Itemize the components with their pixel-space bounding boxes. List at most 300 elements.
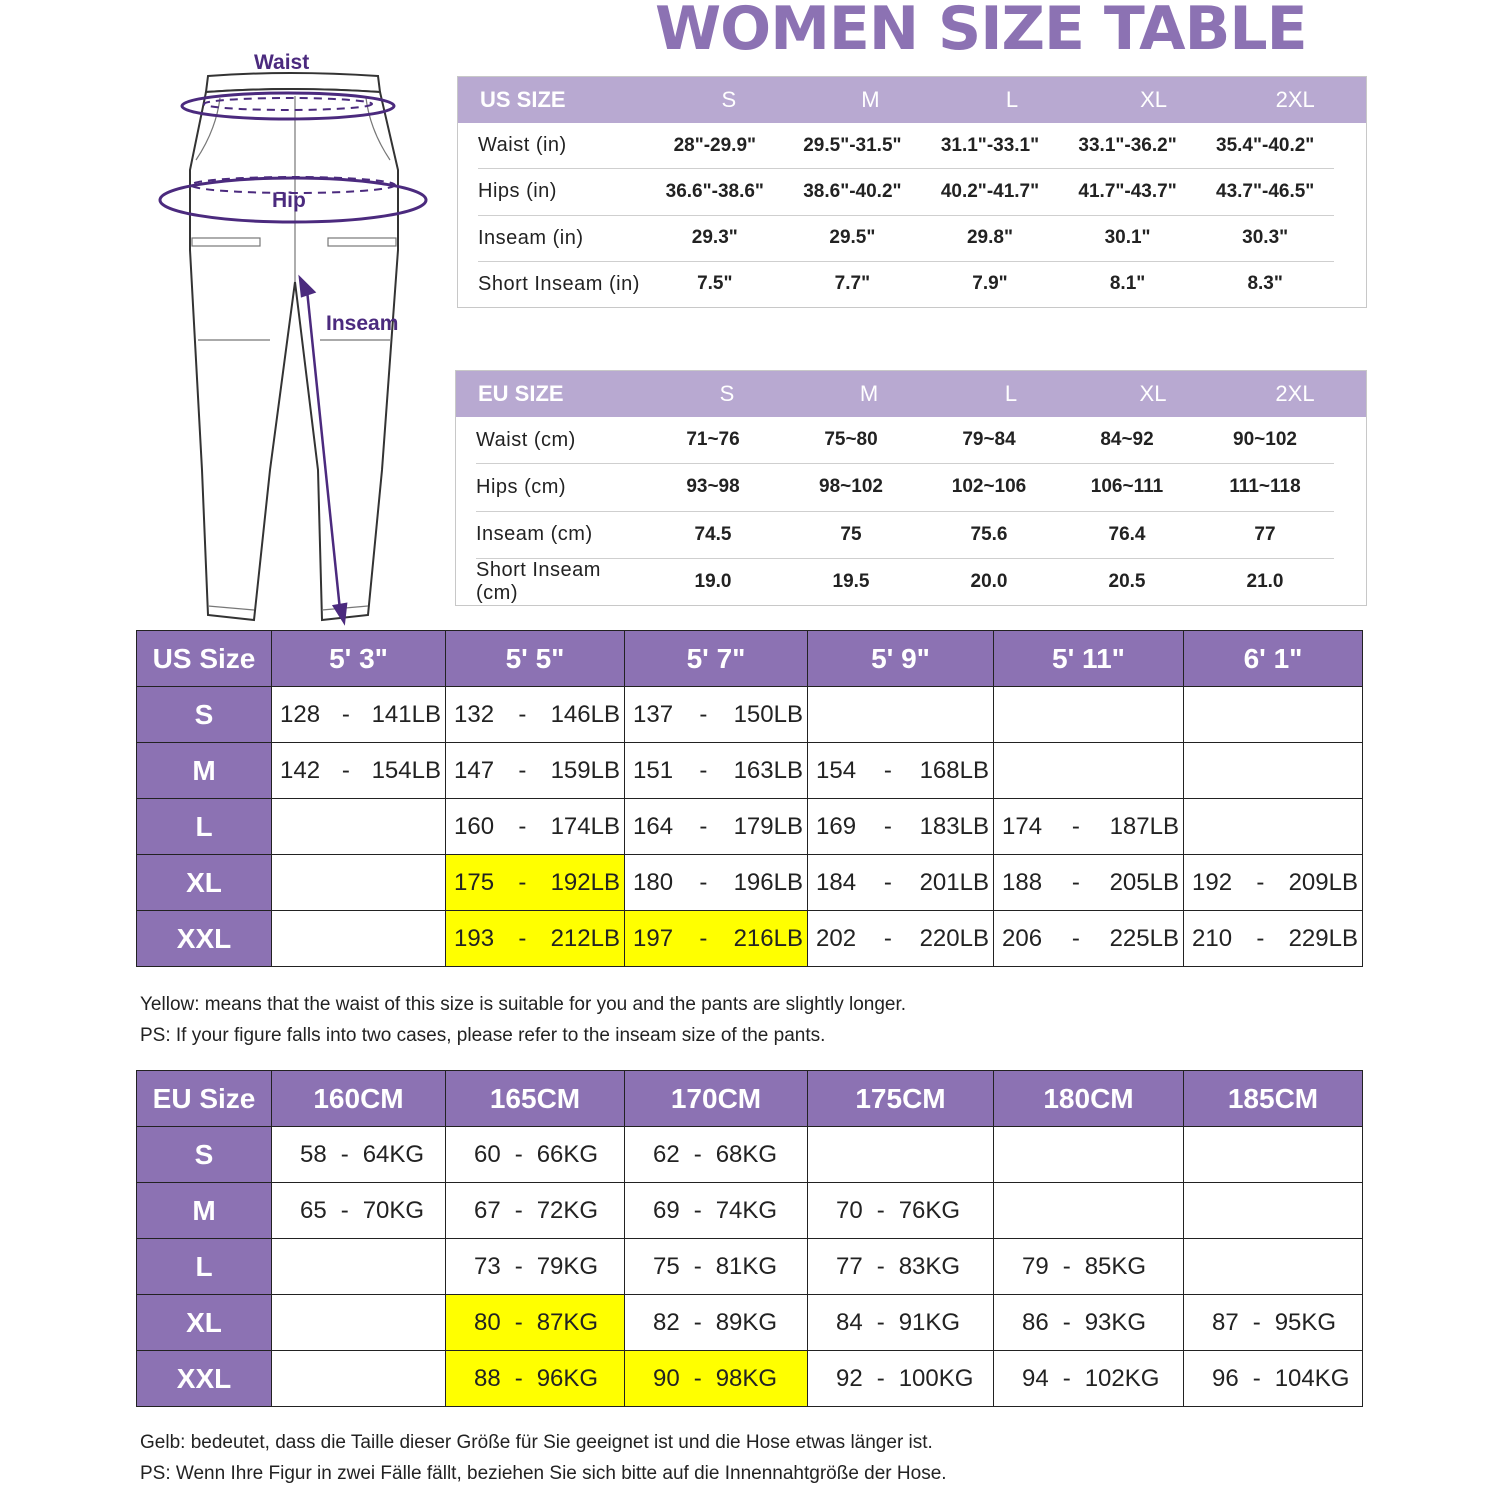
range-dash: - xyxy=(341,700,350,728)
range-max: 95KG xyxy=(1274,1308,1337,1336)
weight-range xyxy=(808,813,993,841)
size-row-header: L xyxy=(137,1239,272,1295)
weight-cell xyxy=(994,855,1184,911)
range-max: 229LB xyxy=(1288,924,1358,952)
measurement-row xyxy=(476,464,1334,511)
range-dash: - xyxy=(1071,812,1080,840)
range-dash: - xyxy=(1252,1308,1261,1336)
range-dash: - xyxy=(883,924,892,952)
us-size-heading: US SIZE xyxy=(480,87,566,112)
measurement-value: 74.5 xyxy=(694,523,732,545)
range-dash: - xyxy=(699,812,708,840)
weight-range xyxy=(446,1309,624,1337)
weight-range xyxy=(446,925,624,953)
size-s: S xyxy=(721,87,737,112)
weight-range xyxy=(994,1309,1183,1337)
weight-cell xyxy=(994,1127,1184,1183)
range-min: 70 xyxy=(836,1196,863,1224)
range-dash: - xyxy=(699,868,708,896)
range-max: 85KG xyxy=(1084,1252,1147,1280)
range-max: 102KG xyxy=(1084,1364,1160,1392)
range-max: 212LB xyxy=(550,924,620,952)
weight-cell xyxy=(625,1351,808,1407)
range-max: 163LB xyxy=(733,756,803,784)
weight-cell xyxy=(625,911,808,967)
eu-measurement-header xyxy=(456,371,1366,417)
height-col: 185CM xyxy=(1184,1071,1363,1127)
weight-cell xyxy=(994,1183,1184,1239)
eu-measurement-table xyxy=(455,370,1367,606)
weight-range xyxy=(1184,1365,1362,1393)
range-dash: - xyxy=(1071,924,1080,952)
measurement-value: 8.1" xyxy=(1109,273,1146,295)
table-row xyxy=(137,1183,1363,1239)
weight-cell xyxy=(808,1239,994,1295)
range-dash: - xyxy=(518,700,527,728)
weight-range xyxy=(808,1309,993,1337)
range-dash: - xyxy=(693,1196,702,1224)
size-row-header: XXL xyxy=(137,1351,272,1407)
weight-range xyxy=(446,701,624,729)
eu-size-heading: EU SIZE xyxy=(478,381,564,406)
range-min: 147 xyxy=(454,756,495,784)
measurement-row xyxy=(478,123,1334,169)
weight-range xyxy=(446,1141,624,1169)
range-max: 104KG xyxy=(1274,1364,1350,1392)
range-dash: - xyxy=(1256,868,1265,896)
weight-range xyxy=(1184,869,1362,897)
size-2xl: 2XL xyxy=(1275,87,1315,112)
range-min: 184 xyxy=(816,868,857,896)
weight-range xyxy=(808,1253,993,1281)
range-min: 73 xyxy=(474,1252,501,1280)
range-min: 94 xyxy=(1022,1364,1049,1392)
weight-range xyxy=(994,925,1183,953)
weight-cell xyxy=(272,1239,446,1295)
height-col: 6' 1" xyxy=(1184,631,1363,687)
range-dash: - xyxy=(514,1308,523,1336)
table-row xyxy=(137,687,1363,743)
measurement-value: 29.5"-31.5" xyxy=(803,134,902,156)
measurement-value: 7.9" xyxy=(972,273,1008,295)
range-max: 192LB xyxy=(550,868,620,896)
range-max: 225LB xyxy=(1109,924,1179,952)
weight-cell xyxy=(808,1295,994,1351)
measurement-row xyxy=(478,169,1334,215)
weight-range xyxy=(808,925,993,953)
range-max: 83KG xyxy=(898,1252,961,1280)
range-min: 151 xyxy=(633,756,674,784)
range-dash: - xyxy=(693,1308,702,1336)
range-min: 206 xyxy=(1002,924,1043,952)
range-dash: - xyxy=(514,1196,523,1224)
measurement-label: Hips (in) xyxy=(478,180,557,203)
weight-cell xyxy=(272,1351,446,1407)
pants-diagram xyxy=(150,50,440,630)
range-max: 64KG xyxy=(362,1140,425,1168)
range-max: 76KG xyxy=(898,1196,961,1224)
range-min: 60 xyxy=(474,1140,501,1168)
eu-size-grid xyxy=(136,1070,1363,1407)
weight-range xyxy=(994,1365,1183,1393)
range-dash: - xyxy=(693,1364,702,1392)
weight-cell xyxy=(808,743,994,799)
range-max: 220LB xyxy=(919,924,989,952)
weight-cell xyxy=(808,855,994,911)
weight-range xyxy=(625,1309,807,1337)
weight-cell xyxy=(1184,1351,1363,1407)
range-dash: - xyxy=(876,1308,885,1336)
size-row-header: XL xyxy=(137,855,272,911)
range-min: 154 xyxy=(816,756,857,784)
size-row-header: S xyxy=(137,1127,272,1183)
weight-range xyxy=(625,757,807,785)
range-min: 142 xyxy=(280,756,321,784)
weight-cell xyxy=(272,687,446,743)
measurement-value: 19.5 xyxy=(832,570,870,592)
size-row-header: XL xyxy=(137,1295,272,1351)
range-max: 89KG xyxy=(715,1308,778,1336)
range-dash: - xyxy=(699,756,708,784)
size-xl: XL xyxy=(1139,381,1167,406)
range-min: 79 xyxy=(1022,1252,1049,1280)
size-row-header: XXL xyxy=(137,911,272,967)
range-min: 80 xyxy=(474,1308,501,1336)
weight-cell xyxy=(1184,1127,1363,1183)
table-row xyxy=(137,1351,1363,1407)
measurement-value: 43.7"-46.5" xyxy=(1216,180,1315,202)
range-min: 82 xyxy=(653,1308,680,1336)
range-dash: - xyxy=(693,1252,702,1280)
range-min: 87 xyxy=(1212,1308,1239,1336)
range-dash: - xyxy=(883,868,892,896)
range-dash: - xyxy=(699,700,708,728)
measurement-label: Short Inseam (cm) xyxy=(476,558,601,604)
weight-cell xyxy=(625,687,808,743)
range-dash: - xyxy=(883,812,892,840)
weight-cell xyxy=(446,1351,625,1407)
measurement-value: 79~84 xyxy=(962,429,1016,451)
weight-cell xyxy=(272,1183,446,1239)
weight-cell xyxy=(272,1295,446,1351)
height-col: 5' 9" xyxy=(808,631,994,687)
range-max: 100KG xyxy=(898,1364,974,1392)
range-max: 96KG xyxy=(536,1364,599,1392)
eu-grid-corner: EU Size xyxy=(137,1071,272,1127)
measurement-value: 20.0 xyxy=(970,570,1008,592)
measurement-row xyxy=(476,512,1334,559)
range-max: 150LB xyxy=(733,700,803,728)
hip-label: Hip xyxy=(272,189,306,212)
measurement-row xyxy=(476,417,1334,464)
range-min: 202 xyxy=(816,924,857,952)
weight-range xyxy=(446,813,624,841)
measurement-value: 30.1" xyxy=(1104,227,1151,249)
weight-cell xyxy=(1184,1239,1363,1295)
range-dash: - xyxy=(693,1140,702,1168)
range-min: 193 xyxy=(454,924,495,952)
measurement-value: 33.1"-36.2" xyxy=(1078,134,1177,156)
weight-cell xyxy=(808,1127,994,1183)
weight-range xyxy=(625,813,807,841)
measurement-value: 76.4 xyxy=(1108,523,1146,545)
range-dash: - xyxy=(876,1364,885,1392)
weight-range xyxy=(446,1197,624,1225)
size-l: L xyxy=(1004,381,1018,406)
weight-cell xyxy=(808,687,994,743)
weight-range xyxy=(808,1365,993,1393)
weight-cell xyxy=(272,911,446,967)
range-max: 91KG xyxy=(898,1308,961,1336)
measurement-value: 35.4"-40.2" xyxy=(1216,134,1315,156)
weight-cell xyxy=(808,799,994,855)
weight-cell xyxy=(625,1295,808,1351)
range-dash: - xyxy=(876,1196,885,1224)
weight-cell xyxy=(994,911,1184,967)
weight-range xyxy=(625,701,807,729)
weight-cell xyxy=(1184,687,1363,743)
measurement-value: 40.2"-41.7" xyxy=(940,180,1040,202)
weight-cell xyxy=(625,855,808,911)
size-m: M xyxy=(861,87,880,112)
waist-label: Waist xyxy=(254,51,310,74)
range-dash: - xyxy=(1062,1252,1071,1280)
measurement-value: 19.0 xyxy=(694,570,732,592)
page-title: WOMEN SIZE TABLE xyxy=(655,0,1307,64)
table-row xyxy=(137,743,1363,799)
weight-range xyxy=(625,1365,807,1393)
weight-range xyxy=(1184,1309,1362,1337)
measurement-value: 29.3" xyxy=(691,227,738,249)
size-row-header: M xyxy=(137,743,272,799)
weight-cell xyxy=(808,911,994,967)
measurement-value: 21.0 xyxy=(1246,570,1284,592)
weight-range xyxy=(272,701,445,729)
range-max: 196LB xyxy=(733,868,803,896)
weight-cell xyxy=(1184,911,1363,967)
range-max: 209LB xyxy=(1288,868,1358,896)
weight-range xyxy=(625,1197,807,1225)
range-min: 132 xyxy=(454,700,495,728)
measurement-value: 71~76 xyxy=(686,429,740,451)
weight-cell xyxy=(272,743,446,799)
range-min: 180 xyxy=(633,868,674,896)
range-max: 98KG xyxy=(715,1364,778,1392)
range-min: 62 xyxy=(653,1140,680,1168)
range-min: 164 xyxy=(633,812,674,840)
measurement-value: 31.1"-33.1" xyxy=(940,134,1040,156)
height-col: 160CM xyxy=(272,1071,446,1127)
measurement-label: Waist (in) xyxy=(478,134,567,157)
us-note-ps: PS: If your figure falls into two cases, please refer to the inseam size of the pants. xyxy=(140,1025,826,1046)
height-col: 170CM xyxy=(625,1071,808,1127)
measurement-value: 84~92 xyxy=(1100,429,1154,451)
range-dash: - xyxy=(518,756,527,784)
table-row xyxy=(137,911,1363,967)
range-min: 86 xyxy=(1022,1308,1049,1336)
weight-range xyxy=(808,1197,993,1225)
measurement-value: 77 xyxy=(1254,523,1276,545)
range-max: 201LB xyxy=(919,868,989,896)
range-min: 65 xyxy=(300,1196,327,1224)
range-max: 72KG xyxy=(536,1196,599,1224)
us-size-grid xyxy=(136,630,1363,967)
weight-range xyxy=(446,869,624,897)
range-max: 93KG xyxy=(1084,1308,1147,1336)
range-dash: - xyxy=(340,1140,349,1168)
range-min: 210 xyxy=(1192,924,1233,952)
weight-cell xyxy=(272,855,446,911)
us-note-yellow: Yellow: means that the waist of this size is suitable for you and the pants are slightly longer. xyxy=(140,994,907,1015)
height-col: 5' 11" xyxy=(994,631,1184,687)
eu-grid-header-row xyxy=(137,1071,1363,1127)
eu-note-ps: PS: Wenn Ihre Figur in zwei Fälle fällt, beziehen Sie sich bitte auf die Innennahtgröße der Hose. xyxy=(140,1463,947,1484)
measurement-value: 106~111 xyxy=(1090,476,1164,498)
range-max: 205LB xyxy=(1109,868,1179,896)
weight-cell xyxy=(446,1239,625,1295)
inseam-label: Inseam xyxy=(326,312,399,335)
weight-cell xyxy=(625,1183,808,1239)
table-row xyxy=(137,1239,1363,1295)
measurement-row xyxy=(478,262,1334,307)
weight-cell xyxy=(446,855,625,911)
range-dash: - xyxy=(1256,924,1265,952)
weight-cell xyxy=(446,911,625,967)
measurement-value: 30.3" xyxy=(1242,227,1289,249)
size-row-header: S xyxy=(137,687,272,743)
weight-cell xyxy=(994,799,1184,855)
range-min: 197 xyxy=(633,924,674,952)
measurement-label: Short Inseam (in) xyxy=(478,272,640,295)
weight-range xyxy=(625,869,807,897)
table-row xyxy=(137,855,1363,911)
measurement-label: Inseam (in) xyxy=(478,226,584,249)
weight-cell xyxy=(1184,855,1363,911)
range-max: 159LB xyxy=(550,756,620,784)
range-dash: - xyxy=(1071,868,1080,896)
range-min: 69 xyxy=(653,1196,680,1224)
range-max: 174LB xyxy=(550,812,620,840)
range-min: 160 xyxy=(454,812,495,840)
weight-range xyxy=(1184,925,1362,953)
weight-range xyxy=(272,1197,445,1225)
table-row xyxy=(137,799,1363,855)
weight-cell xyxy=(994,1351,1184,1407)
weight-cell xyxy=(625,1239,808,1295)
range-min: 169 xyxy=(816,812,857,840)
weight-cell xyxy=(272,1127,446,1183)
table-row xyxy=(137,1295,1363,1351)
range-min: 175 xyxy=(454,868,495,896)
weight-cell xyxy=(625,743,808,799)
range-max: 81KG xyxy=(715,1252,778,1280)
range-max: 70KG xyxy=(362,1196,425,1224)
height-col: 175CM xyxy=(808,1071,994,1127)
height-col: 5' 3" xyxy=(272,631,446,687)
measurement-row xyxy=(476,559,1334,605)
range-dash: - xyxy=(514,1252,523,1280)
range-dash: - xyxy=(514,1364,523,1392)
range-min: 84 xyxy=(836,1308,863,1336)
range-max: 79KG xyxy=(536,1252,599,1280)
weight-cell xyxy=(994,743,1184,799)
weight-range xyxy=(272,1141,445,1169)
range-min: 192 xyxy=(1192,868,1233,896)
measurement-value: 102~106 xyxy=(951,476,1027,498)
measurement-value: 75~80 xyxy=(824,429,878,451)
measurement-value: 41.7"-43.7" xyxy=(1078,180,1177,202)
weight-cell xyxy=(446,1183,625,1239)
measurement-value: 28"-29.9" xyxy=(673,134,757,156)
range-dash: - xyxy=(518,868,527,896)
weight-range xyxy=(808,757,993,785)
size-s: S xyxy=(719,381,735,406)
measurement-value: 75 xyxy=(840,523,862,545)
weight-range xyxy=(625,1253,807,1281)
range-min: 75 xyxy=(653,1252,680,1280)
measurement-value: 7.5" xyxy=(697,273,733,295)
range-dash: - xyxy=(1062,1308,1071,1336)
us-measurement-header xyxy=(458,77,1366,123)
range-dash: - xyxy=(1062,1364,1071,1392)
range-max: 74KG xyxy=(715,1196,778,1224)
weight-cell xyxy=(1184,799,1363,855)
measurement-value: 20.5 xyxy=(1108,570,1146,592)
measurement-value: 29.5" xyxy=(829,227,876,249)
us-grid-header-row xyxy=(137,631,1363,687)
measurement-value: 29.8" xyxy=(966,227,1013,249)
weight-range xyxy=(994,813,1183,841)
measurement-label: Hips (cm) xyxy=(476,475,567,498)
height-col: 180CM xyxy=(994,1071,1184,1127)
table-row xyxy=(137,1127,1363,1183)
weight-cell xyxy=(446,799,625,855)
weight-cell xyxy=(446,1295,625,1351)
range-dash: - xyxy=(699,924,708,952)
weight-cell xyxy=(625,1127,808,1183)
range-dash: - xyxy=(514,1140,523,1168)
measurement-row xyxy=(478,216,1334,262)
range-dash: - xyxy=(876,1252,885,1280)
range-max: 87KG xyxy=(536,1308,599,1336)
range-min: 188 xyxy=(1002,868,1043,896)
weight-range xyxy=(446,1365,624,1393)
range-max: 187LB xyxy=(1109,812,1179,840)
range-min: 88 xyxy=(474,1364,501,1392)
weight-cell xyxy=(994,1239,1184,1295)
weight-cell xyxy=(446,1127,625,1183)
size-xl: XL xyxy=(1140,87,1168,112)
weight-cell xyxy=(808,1183,994,1239)
weight-cell xyxy=(446,687,625,743)
range-max: 168LB xyxy=(919,756,989,784)
measurement-value: 75.6 xyxy=(970,523,1008,545)
weight-range xyxy=(446,1253,624,1281)
measurement-value: 90~102 xyxy=(1233,429,1297,451)
weight-cell xyxy=(625,799,808,855)
weight-range xyxy=(272,757,445,785)
range-max: 216LB xyxy=(733,924,803,952)
measurement-value: 98~102 xyxy=(819,476,883,498)
size-m: M xyxy=(859,381,879,406)
range-min: 90 xyxy=(653,1364,680,1392)
range-min: 128 xyxy=(280,700,321,728)
measurement-value: 36.6"-38.6" xyxy=(665,180,764,202)
height-col: 5' 7" xyxy=(625,631,808,687)
weight-cell xyxy=(1184,1183,1363,1239)
range-dash: - xyxy=(340,1196,349,1224)
range-dash: - xyxy=(883,756,892,784)
